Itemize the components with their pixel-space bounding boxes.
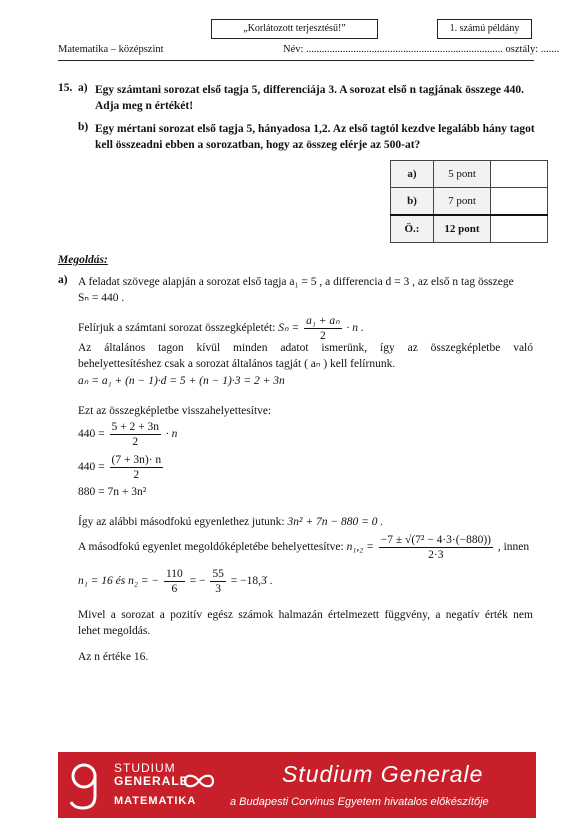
equation-1: 440 = $\frac{5 + 2 + 3n}{2}$ · n <box>78 421 178 448</box>
points-total-value: 12 pont <box>434 215 491 243</box>
general-term-equation: aₙ = a₁ + (n − 1)·d = 5 + (n − 1)·3 = 2 + 3n <box>78 375 285 387</box>
points-row-label: a) <box>391 161 434 188</box>
points-row-label: b) <box>391 188 434 216</box>
part-a-label: a) <box>78 82 88 94</box>
studium-logo-icon <box>66 760 102 812</box>
points-row <box>391 161 548 188</box>
solution-heading: Megoldás: <box>58 254 108 266</box>
roots-line: n₁ = 16 és n₂ = − $\frac{110}{6}$ = − $\frac{55}{3}$ = −18,3̇ . <box>78 568 273 595</box>
part-a-text: Egy számtani sorozat első tagja 5, differenciája 3. A sorozat első n tagjának összege 440. Adja meg n értékét! <box>95 84 524 112</box>
footer-banner <box>58 752 536 818</box>
name-field: Név: ........................................................................... osztály: ....... <box>283 44 560 55</box>
header-divider <box>58 60 534 61</box>
points-total-label: Ö.: <box>391 215 434 243</box>
points-total-score <box>491 215 548 243</box>
part-b-text: Egy mértani sorozat első tagja 5, hányadosa 1,2. Az első tagtól kezdve legalább hány tagot kell összeadni ebben a sorozatban, hogy az összeg elérje az 500-at? <box>95 123 535 151</box>
equation-2: 440 = $\frac{(7 + 3n)\cdot n}{2}$ <box>78 454 162 481</box>
general-term-explanation: Az általános tagon kívül minden adatot ismerünk, így az összegképletbe való behelyettesítéshez csak a sorozat általános tagját ( aₙ ) kell felírnunk. <box>78 342 533 370</box>
logo-matematika: MATEMATIKA <box>114 795 197 807</box>
quadratic-line: Így az alábbi másodfokú egyenlethez jutunk: 3n² + 7n − 880 = 0 . <box>78 516 384 528</box>
final-answer: Az n értéke 16. <box>78 651 149 663</box>
points-total-row <box>391 215 548 243</box>
subject-label: Matematika – középszint <box>58 44 164 55</box>
brand-tagline: a Budapesti Corvinus Egyetem hivatalos előkészítője <box>230 796 489 808</box>
points-row-score <box>491 161 548 188</box>
points-row-score <box>491 188 548 216</box>
sum-formula-line: Felírjuk a számtani sorozat összegképletét: Sₙ = $\frac{\text{a₁ + aₙ}}{2}$ · n . <box>78 315 364 342</box>
brand-title: Studium Generale <box>282 761 484 787</box>
problem-number: 15. <box>58 82 73 94</box>
logo-studium: STUDIUM <box>114 761 176 775</box>
quadratic-formula-line: A másodfokú egyenlet megoldóképletébe behelyettesítve: n₁,₂ = $\frac{\text{−7 ± √(7² − 4·3·(−880))}}{2\cdot 3}$ , innen <box>78 534 530 561</box>
equation-3: 880 = 7n + 3n² <box>78 486 147 498</box>
substitution-intro: Ezt az összegképletbe visszahelyettesítve: <box>78 405 272 417</box>
infinity-icon <box>182 773 216 789</box>
points-row-value: 5 pont <box>434 161 491 188</box>
solution-part-label: a) <box>58 274 68 286</box>
points-row-value: 7 pont <box>434 188 491 216</box>
points-table <box>390 160 548 243</box>
logo-generale: GENERALE <box>114 774 189 788</box>
points-row <box>391 188 548 216</box>
restricted-label: „Korlátozott terjesztésű!” <box>211 19 378 39</box>
copy-label: 1. számú példány <box>437 19 532 39</box>
part-b-label: b) <box>78 121 89 133</box>
conclusion-paragraph: Mivel a sorozat a pozitív egész számok halmazán értelmezett függvény, a negatív érték nem lehet megoldás. <box>78 609 533 637</box>
solution-intro: A feladat szövege alapján a sorozat első tagja a₁ = 5 , a differencia d = 3 , az első n tag összege Sₙ = 440 . <box>78 276 514 304</box>
